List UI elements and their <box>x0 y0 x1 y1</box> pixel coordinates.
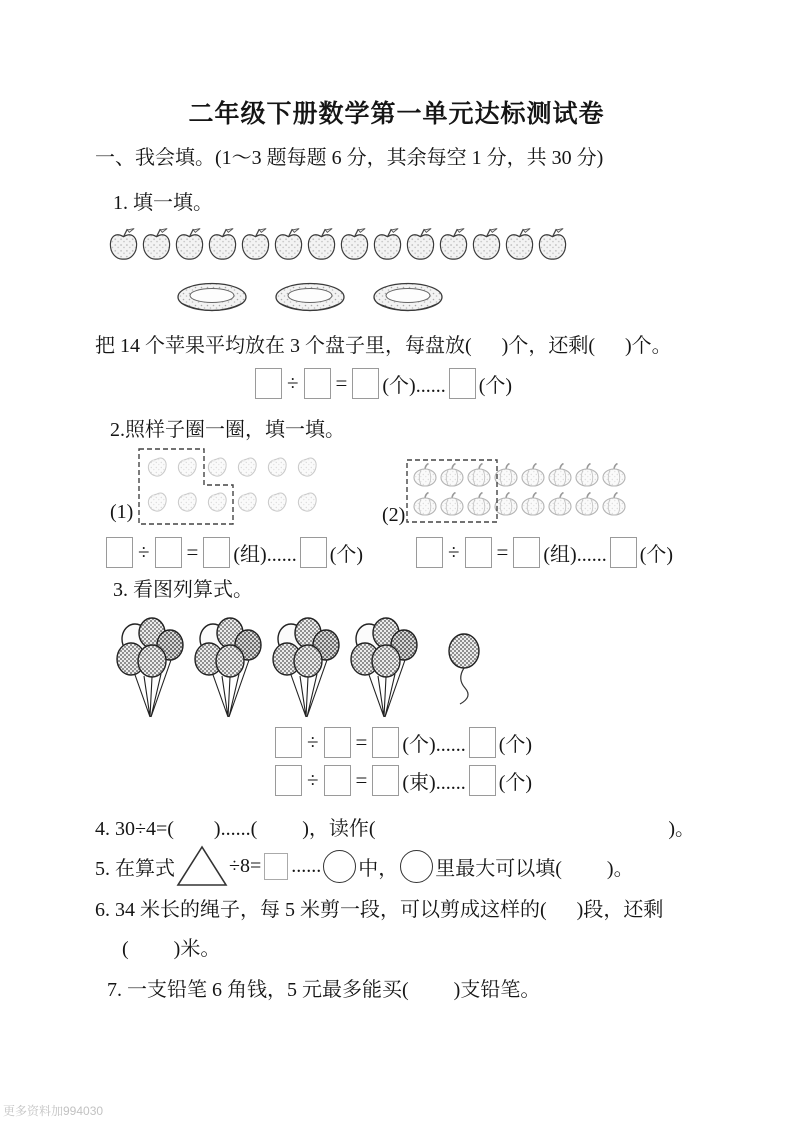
equals-sign: = <box>355 730 368 754</box>
answer-box <box>324 765 351 796</box>
strawberry-icon <box>235 456 259 478</box>
answer-box <box>372 727 399 758</box>
answer-box <box>275 765 302 796</box>
divide-sign: ÷ <box>138 540 150 564</box>
q2-equation-1 <box>103 537 363 568</box>
answer-box <box>513 537 540 568</box>
circle-shape <box>323 850 356 883</box>
answer-box <box>255 368 282 399</box>
apple-icon <box>471 226 502 263</box>
pumpkin-icon <box>601 492 627 516</box>
unit-label: (个) <box>329 544 364 566</box>
unit-label: (个)...... <box>382 375 446 397</box>
unit-label: (个)...... <box>402 734 466 756</box>
q5-text-1: 5. 在算式 <box>95 857 175 880</box>
apple-icon <box>240 226 271 263</box>
apple-icon <box>504 226 535 263</box>
divide-sign: ÷ <box>448 540 460 564</box>
q1-equation <box>252 368 512 399</box>
answer-box <box>610 537 637 568</box>
apple-icon <box>207 226 238 263</box>
balloon-bunch-row <box>114 616 418 722</box>
page-title: 二年级下册数学第一单元达标测试卷 <box>188 100 605 128</box>
strawberry-icon <box>295 491 319 513</box>
section-heading: 一、我会填。(1～3 题每题 6 分，其余每空 1 分，共 30 分) <box>95 147 604 169</box>
apple-icon <box>141 226 172 263</box>
unit-label: (束)...... <box>402 772 466 794</box>
q2-item1-label: (1) <box>110 501 134 523</box>
apple-icon <box>405 226 436 263</box>
strawberry-icon <box>295 456 319 478</box>
answer-box <box>465 537 492 568</box>
unit-label: (组)...... <box>233 544 297 566</box>
q4-line <box>95 812 695 841</box>
divide-sign: ÷ <box>287 371 299 395</box>
q3-equation-2 <box>272 765 532 796</box>
q3-label: 3. 看图列算式。 <box>113 579 253 601</box>
answer-box <box>416 537 443 568</box>
q1-label: 1. 填一填。 <box>113 192 213 214</box>
q5-dots: ...... <box>291 854 322 877</box>
circle-shape <box>400 850 433 883</box>
pumpkin-icon <box>574 492 600 516</box>
q2-item2-label: (2) <box>382 504 406 526</box>
pumpkin-icon <box>574 463 600 487</box>
pumpkin-icon <box>547 463 573 487</box>
pumpkin-icon <box>520 492 546 516</box>
pumpkin-icon <box>547 492 573 516</box>
q2-equation-2 <box>413 537 673 568</box>
equals-sign: = <box>335 371 348 395</box>
balloon-bunch-icon <box>114 616 184 722</box>
unit-label: (个) <box>498 734 533 756</box>
divide-sign: ÷ <box>307 730 319 754</box>
pumpkin-icon <box>520 463 546 487</box>
unit-label: (个) <box>639 544 674 566</box>
q2-label: 2.照样子圈一圈，填一填。 <box>110 419 345 441</box>
apple-icon <box>372 226 403 263</box>
single-balloon-icon <box>444 632 484 706</box>
answer-box <box>203 537 230 568</box>
answer-box <box>155 537 182 568</box>
answer-box <box>106 537 133 568</box>
plate-row <box>176 280 444 318</box>
answer-box <box>352 368 379 399</box>
apple-icon <box>174 226 205 263</box>
pumpkin-group-outline <box>406 459 498 523</box>
answer-box <box>300 537 327 568</box>
q1-text: 把 14 个苹果平均放在 3 个盘子里，每盘放( )个，还剩( )个。 <box>95 335 672 357</box>
answer-box <box>304 368 331 399</box>
unit-label: (组)...... <box>543 544 607 566</box>
q4-text-start: 4. 30÷4=( )......( )，读作( <box>95 818 376 840</box>
answer-box <box>469 727 496 758</box>
equals-sign: = <box>186 540 199 564</box>
plate-icon <box>274 280 346 318</box>
divide-sign: ÷ <box>307 768 319 792</box>
apple-icon <box>438 226 469 263</box>
triangle-shape <box>176 845 228 887</box>
q5-line <box>95 842 634 890</box>
equals-sign: = <box>355 768 368 792</box>
balloon-bunch-icon <box>192 616 262 722</box>
answer-box <box>449 368 476 399</box>
strawberry-icon <box>235 491 259 513</box>
strawberry-group-outline <box>138 448 238 526</box>
q5-text-5: 里最大可以填( )。 <box>435 857 634 880</box>
balloon-bunch-icon <box>270 616 340 722</box>
q7-text: 7. 一支铅笔 6 角钱，5 元最多能买( )支铅笔。 <box>107 979 541 1001</box>
strawberry-icon <box>265 456 289 478</box>
answer-box <box>275 727 302 758</box>
apple-row <box>108 226 568 263</box>
apple-icon <box>306 226 337 263</box>
watermark-text: 更多资料加994030 <box>3 1104 104 1118</box>
answer-box <box>469 765 496 796</box>
q4-text-end: )。 <box>668 818 695 840</box>
apple-icon <box>108 226 139 263</box>
answer-box <box>264 853 288 880</box>
strawberry-icon <box>265 491 289 513</box>
apple-icon <box>339 226 370 263</box>
apple-icon <box>273 226 304 263</box>
answer-box <box>372 765 399 796</box>
answer-box <box>324 727 351 758</box>
equals-sign: = <box>496 540 509 564</box>
q3-equation-1 <box>272 727 532 758</box>
unit-label: (个) <box>478 375 513 397</box>
balloon-bunch-icon <box>348 616 418 722</box>
q5-text-4: 中， <box>358 857 399 880</box>
unit-label: (个) <box>498 772 533 794</box>
plate-icon <box>372 280 444 318</box>
q6-line1: 6. 34 米长的绳子，每 5 米剪一段，可以剪成这样的( )段，还剩 <box>95 899 664 921</box>
q6-line2: ( )米。 <box>122 938 221 960</box>
plate-icon <box>176 280 248 318</box>
pumpkin-icon <box>601 463 627 487</box>
q5-text-2: ÷8= <box>229 854 262 877</box>
apple-icon <box>537 226 568 263</box>
